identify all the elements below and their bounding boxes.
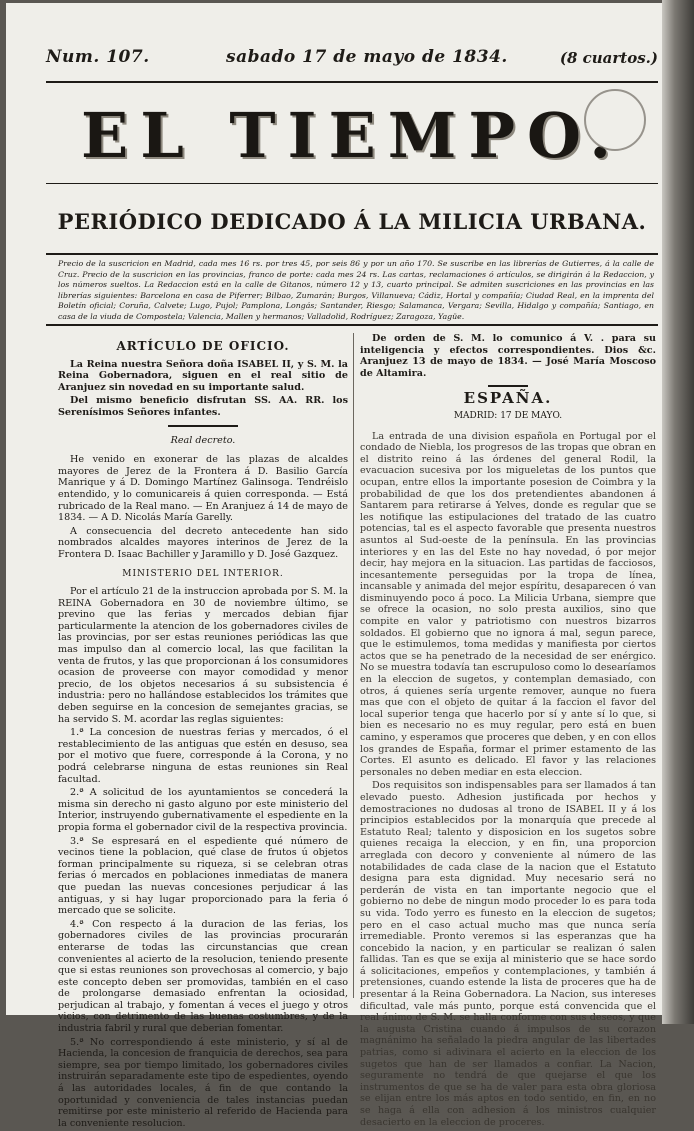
royal-health-paragraph: La Reina nuestra Señora doña ISABEL II, y S. M. la Reina Gobernadora, siguen en el real sitio de Aranjuez sin novedad en su importante salud. <box>58 358 348 393</box>
left-column <box>58 333 348 1131</box>
ministry-paragraph: Por el artículo 21 de la instruccion aprobada por S. M. la REINA Gobernadora en 30 de noviembre último, se previno que las ferias y mercados debian fijar particularmente la atencion de los gobernadores civiles de las provincias, por ser estas reuniones periódicas las que mas impulso dan al comercio local, las que facilitan la venta de frutos, y las que proporcionan á los consumidores ocasion de proveerse con mayor comodidad y menor precio, de los objetos necesarios á su subsistencia é industria: pero no hallándose establecidos los trámites que deben seguirse en la concesion de semejantes gracias, se ha servido S. M. acordar las reglas siguientes: <box>58 586 348 725</box>
decree-heading: Real decreto. <box>170 434 236 446</box>
madrid-dateline: MADRID: 17 DE MAYO. <box>453 410 563 421</box>
column-divider <box>353 333 354 998</box>
page-edge-shadow <box>662 0 694 1024</box>
subscription-notice: Precio de la suscricion en Madrid, cada mes 16 rs. por tres 45, por seis 86 y por un año 170. Se suscribe en las librerías de Gutierres, á la calle de Cruz. Precio de la suscricion en las provincias, franco de porte: cada mes 24 rs. Las cartas, reclamaciones ó artículos, se dirigirán á la Redaccion, y los números sueltos. La Redaccion está en la calle de Gitanos, número 12 y 13, cuarto principal. Se admiten suscriciones en las provincias en las librerías siguientes: Barcelona en casa de Piferrer; Bilbao, Zumarán; Burgos, Villanueva; Cádiz, Hortal y compañía; Ciudad Real, en la imprenta del Boletín oficial; Coruña, Calvete; Lugo, Pujol; Pamplona, Longás; Santander, Riesgo; Salamanca, Vergara; Sevilla, Hidalgo y compañía; Santiago, en casa de la viuda de Compostela; Valencia, Mallen y hermanos; Valladolid, Rodríguez; Zaragoza, Yagüe. <box>58 259 654 321</box>
espana-paragraph-2: Dos requisitos son indispensables para ser llamados á tan elevado puesto. Adhesion justificada por hechos y demostraciones no dudosas al trono de ISABEL II y á los principios establecidos por la monarquía que precede al Estatuto Real; talento y disposicion en los sugetos sobre quienes recaiga la eleccion, y en fin, una proporcion arreglada con decoro y conveniente al número de las notabilidades de cada clase de la nacion que el Estatuto designa para esta dignidad. Muy necesario será no perderán de vista en tan importante negocio que el gobierno no debe de ningun modo proceder lo es para toda su vida. Todo yerro es funesto en la eleccion de sugetos; pero en el caso actual mucho mas que nunca sería irremediable. Pronto veremos si las esperanzas que ha concebido la nacion, y en particular se realizan ó salen fallidas. Tan es que se exija al ministerio que se hace sordo á solicitaciones, empeños y contemplaciones, y también á pretensiones, cuando estende la lista de proceres que ha de presentar á la Reina Gobernadora. La Nacion, sus intereses dificultad, vale más punto, porque está convencida que el real ánimo de S. M. se halla conforme con sus deseos, y que la augusta Cristina cuando á impulsos de su corazon magnánimo ha señalado la piedra angular de las libertades patrias, como si adivinara el acierto en la eleccion de los sugetos que han de ser llamados a confiar. La Nacion, seguramente no tendrá de que quejarse el que los instrumentos de que se ha de valer para esta obra gloriosa se elijan entre los más aptos en todo sentido, en fin, en no se haga á ella con adhesion á los ministros cualquier desacierto en la eleccion de proceres. <box>360 780 656 1128</box>
section-title-oficio: ARTÍCULO DE OFICIO. <box>116 339 290 353</box>
ministry-heading: MINISTERIO DEL INTERIOR. <box>122 568 284 579</box>
rule-4: 4.ª Con respecto á la duracion de las ferias, los gobernadores civiles de las provincias procurarán enterarse de todas las circunstancias que crean convenientes al acierto de la resolucion, teniendo presente que si estas reuniones son provechosas al comercio, y bajo este concepto deben ser promovidas, también en el caso de prolongarse demasiado enfrentan la ociosidad, perjudican al trabajo, y fomentan á veces el juego y otros vicios, con detrimento de las buenas costumbres, y de la industria fabril y rural que deberian fomentar. <box>58 918 348 1035</box>
subtitle-rule <box>46 253 658 255</box>
rule-5: 5.ª No correspondiendo á este ministerio, y sí al de Hacienda, la concesion de franquicia de derechos, sea para siempre, sea por tiempo limitado, los gobernadores civiles instruirán separadamente este tipo de espedientes, oyendo á las autoridades locales, á fin de que contando la oportunidad y conveniencia de tales instancias puedan remitirse por este ministerio al referido de Hacienda para la conveniente resolucion. <box>58 1036 348 1129</box>
section-title-espana: ESPAÑA. <box>463 389 553 408</box>
title-rule <box>46 183 658 184</box>
rule-2: 2.ª A solicitud de los ayuntamientos se concederá la misma sin derecho ni gasto alguno por este ministerio del Interior, instruyendo gubernativamente el espediente en la propia forma el gobernador civil de la respectiva provincia. <box>58 787 348 833</box>
newspaper-title: EL TIEMPO. <box>80 99 624 172</box>
rule-1: 1.ª La concesion de nuestras ferias y mercados, ó el restablecimiento de las antiguas que estén en desuso, sea por el motivo que fuere, corresponde á la Corona, y no podrá celebrarse ninguna de estas reuniones sin Real facultad. <box>58 727 348 785</box>
royal-order-paragraph: De orden de S. M. lo comunico á V. . para su inteligencia y efectos correspondientes. Dios &c. Aranjuez 13 de mayo de 1834. — José María Moscoso de Altamira. <box>360 333 656 379</box>
right-column <box>360 333 656 1130</box>
section-divider <box>168 425 238 427</box>
espana-paragraph-1: La entrada de una division española en Portugal por el condado de Niebla, los progresos de las tropas que obran en el distrito reino á las órdenes del general Rodil, la evacuacion sucesiva por los migueletas de los puntos que ocupan, entre ellos la importante posesion de Coimbra y la probabilidad de que los dos pretendientes abandonen á Santarem para retirarse á Yelves, donde es regular que se les notifique las estipulaciones del tratado de las cuatro potencias, tal es el aspecto favorable que presenta nuestros asuntos al Sud-oeste de la península. En las provincias interiores y en las del Este no hay novedad, ó por mejor decir, hay mejora en la situacion. Las partidas de facciosos, incesantemente perseguidas por la tropa de línea, incansable y animada del mejor espíritu, desaparecen ó van disminuyendo poco á poco. La Milicia Urbana, siempre que se ofrece la ocasion, no solo presta auxilios, sino que compite en valor y patriotismo con nuestros bizarros soldados. El gobierno que no ignora á mal, segun parece, que le estimulemos, toma medidas y manifiesta por ciertos actos que se ha penetrado de la necesidad de ser enérgico. No se muestra todavía tan escrupuloso como lo desearíamos en la eleccion de sugetos, y contemplan demasiado, con otros, á quienes sería urgente remover, aunque no fuera mas que con el objeto de quitar á la faccion el favor del local superior tenga que hacerlo por sí y ante sí lo que, si bien es necesario no es muy regular, pero está en buen camino, y esperamos que proceres que deben, y en con ellos los grandes de España, formar el primer estamento de las Cortes. El asunto es delicado. El favor y las relaciones personales no deben mediar en esta eleccion. <box>360 430 656 778</box>
rule-3: 3.ª Se espresará en el espediente qué número de vecinos tiene la poblacion, qué clase de frutos ú objetos forman principalmente su riqueza, si se celebran otras ferias ó mercados en poblaciones inmediatas de manera que puedan las nuevas concesiones perjudicar á las antiguas, y si hay lugar proporcionado para la feria ó mercado que se solicite. <box>58 835 348 917</box>
decree-paragraph-2: A consecuencia del decreto antecedente han sido nombrados alcaldes mayores interinos de Jerez de la Frontera D. Isaac Bachiller y Jaramillo y D. José Gazquez. <box>58 525 348 560</box>
issue-date: sabado 17 de mayo de 1834. <box>226 47 508 67</box>
decree-paragraph-1: He venido en exonerar de las plazas de alcaldes mayores de Jerez de la Frontera á D. Basilio García Manrique y á D. Domingo Martínez Galinsoga. Tendréislo entendido, y lo comunicareis á quien corresponda. — Está rubricado de la Real mano. — En Aranjuez á 14 de mayo de 1834. — A D. Nicolás María Garelly. <box>58 454 348 524</box>
issue-price: (8 cuartos.) <box>559 49 658 67</box>
right-divider <box>488 385 528 387</box>
masthead-issue-line <box>46 43 658 73</box>
newspaper-subtitle: PERIÓDICO DEDICADO Á LA MILICIA URBANA. <box>57 209 647 234</box>
notice-rule <box>46 324 658 326</box>
issue-number: Num. 107. <box>46 47 150 67</box>
infantes-paragraph: Del mismo beneficio disfrutan SS. AA. RR. los Serenísimos Señores infantes. <box>58 395 348 418</box>
newspaper-page <box>6 3 662 1129</box>
library-stamp-icon <box>584 89 646 151</box>
masthead-rule-top <box>46 81 658 83</box>
